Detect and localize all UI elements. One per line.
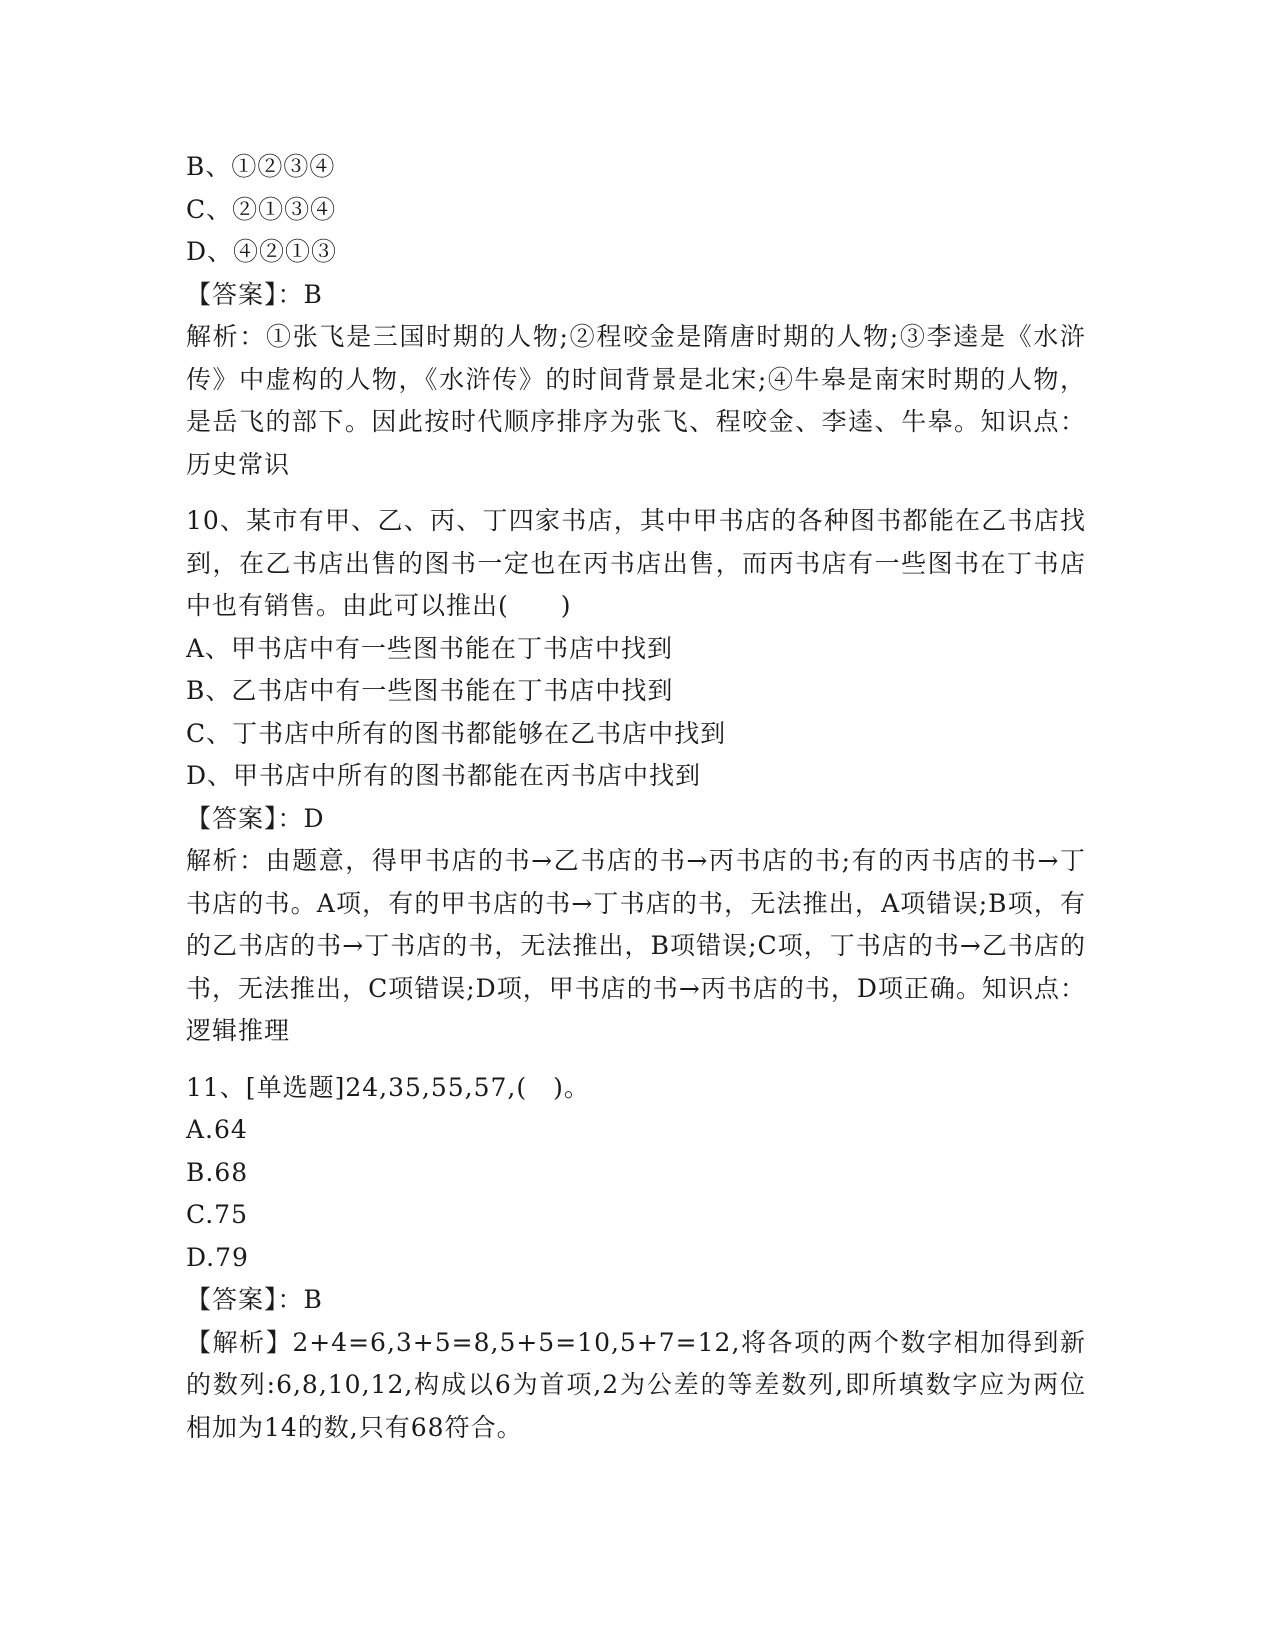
answer: 【答案】：B	[186, 279, 323, 309]
option-d: D、甲书店中所有的图书都能在丙书店中找到	[186, 761, 702, 790]
question-10	[186, 500, 1086, 1053]
analysis: 解析：①张飞是三国时期的人物;②程咬金是隋唐时期的人物;③李逵是《水浒传》中虚构的人物，《水浒传》的时间背景是北宋;④牛皋是南宋时期的人物，是岳飞的部下。因此按时代顺序排序为张飞、程咬金、李逵、牛皋。知识点：历史常识	[186, 322, 1086, 479]
question-text: 10、某市有甲、乙、丙、丁四家书店，其中甲书店的各种图书都能在乙书店找到，在乙书店出售的图书一定也在丙书店出售，而丙书店有一些图书在丁书店中也有销售。由此可以推出( )	[186, 506, 1086, 620]
option-c: C.75	[186, 1200, 248, 1229]
answer: 【答案】：B	[186, 1285, 323, 1314]
question-text: 11、[单选题]24,35,55,57,( )。	[186, 1072, 590, 1102]
option-b: B.68	[186, 1157, 249, 1187]
option-d: D、④②①③	[186, 237, 338, 266]
analysis: 【解析】2+4=6,3+5=8,5+5=10,5+7=12,将各项的两个数字相加得到新的数列:6,8,10,12,构成以6为首项,2为公差的等差数列,即所填数字应为两位相加为14的数,只有68符合。	[186, 1327, 1086, 1442]
option-c: C、②①③④	[186, 194, 337, 224]
document-content	[186, 146, 1086, 1449]
question-9-tail	[186, 146, 1086, 486]
analysis: 解析：由题意，得甲书店的书→乙书店的书→丙书店的书;有的丙书店的书→丁书店的书。A项，有的甲书店的书→丁书店的书，无法推出，A项错误;B项，有的乙书店的书→丁书店的书，无法推出，B项错误;C项，丁书店的书→乙书店的书，无法推出，C项错误;D项，甲书店的书→丙书店的书，D项正确。知识点：逻辑推理	[186, 846, 1086, 1045]
option-c: C、丁书店中所有的图书都能够在乙书店中找到	[186, 718, 727, 748]
option-a: A.64	[186, 1115, 248, 1144]
option-a: A、甲书店中有一些图书能在丁书店中找到	[186, 633, 674, 663]
spacer	[186, 486, 1086, 500]
question-11	[186, 1067, 1086, 1450]
answer: 【答案】：D	[186, 803, 325, 833]
option-b: B、乙书店中有一些图书能在丁书店中找到	[186, 676, 674, 705]
spacer	[186, 1053, 1086, 1067]
option-d: D.79	[186, 1242, 249, 1272]
option-b: B、①②③④	[186, 152, 336, 181]
